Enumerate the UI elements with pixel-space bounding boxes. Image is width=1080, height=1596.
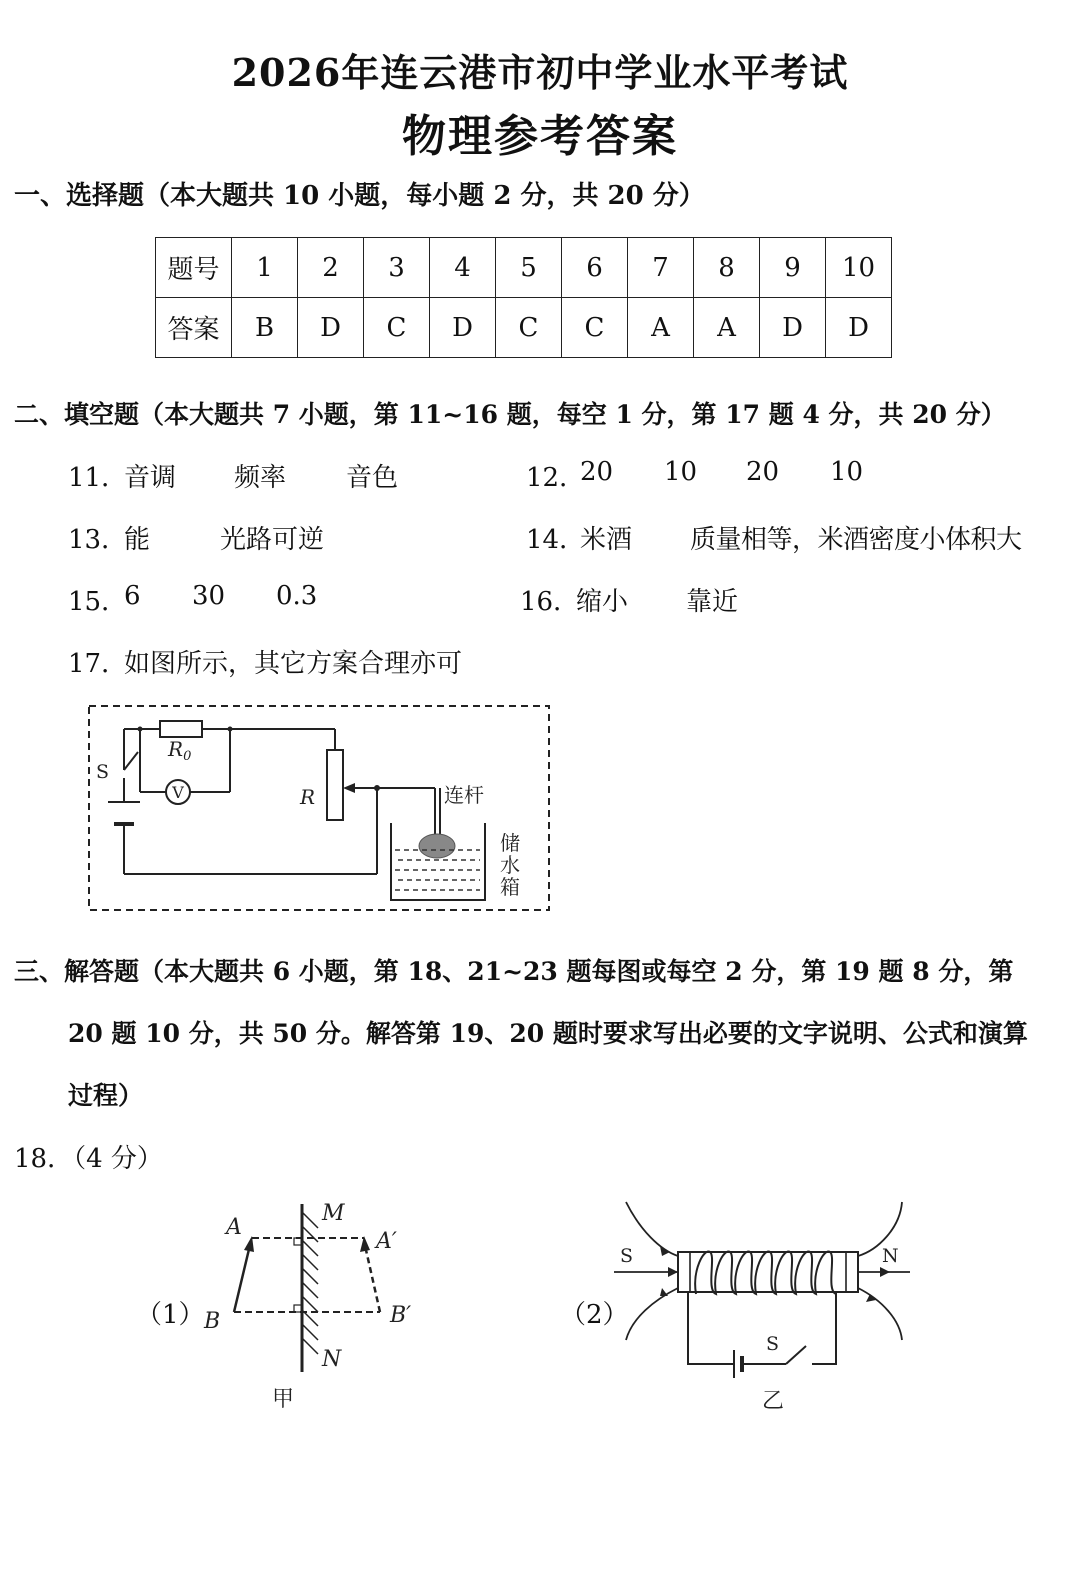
answer-line-13-14 (0, 519, 1080, 555)
question-number: 3 (364, 238, 430, 298)
answer-line-15-16 (0, 581, 1080, 617)
figure-caption-yi: 乙 (762, 1389, 785, 1414)
question-number: 8 (694, 238, 760, 298)
switch-label: S (96, 761, 110, 783)
answer-cell: A (628, 298, 694, 358)
answer-table (155, 237, 892, 358)
answer-cell: D (430, 298, 496, 358)
mirror-hatching (302, 1212, 318, 1354)
q15-number: 15． (68, 587, 128, 617)
answer-cell: D (760, 298, 826, 358)
question-number: 7 (628, 238, 694, 298)
float-ball (419, 834, 455, 858)
table-row (156, 238, 892, 298)
q14-answer: 质量相等，米酒密度小体积大 (690, 525, 1022, 555)
answer-line-17 (0, 643, 1080, 679)
answer-cell: A (694, 298, 760, 358)
r0-label: $R_0$ (168, 737, 192, 764)
page-title: 2026年连云港市初中学业水平考试 (231, 50, 849, 95)
q15-answer: 6 (124, 581, 141, 611)
point-a-prime-label: A′ (376, 1229, 397, 1254)
object-arrow (234, 1245, 250, 1312)
image-arrow (366, 1250, 380, 1312)
figure-caption-jia: 甲 (272, 1387, 295, 1412)
question-number: 4 (430, 238, 496, 298)
rheostat (327, 750, 343, 820)
question-number: 6 (562, 238, 628, 298)
q11-answer: 音色 (346, 463, 399, 493)
question-number: 9 (760, 238, 826, 298)
q16-answer: 缩小 (576, 587, 629, 617)
rod-label: 连杆 (444, 783, 484, 807)
answer-cell: C (496, 298, 562, 358)
table-answer-label: 答案 (156, 298, 232, 358)
point-b-label: B (204, 1309, 221, 1334)
rheostat-label: R (300, 785, 316, 809)
fig1-label: （1） (136, 1300, 205, 1330)
q15-answer: 30 (192, 581, 226, 611)
q16-number: 16． (520, 587, 580, 617)
tank-label: 箱 (500, 875, 520, 899)
question-number: 5 (496, 238, 562, 298)
question-number: 10 (826, 238, 892, 298)
q13-answer: 光路可逆 (220, 525, 325, 555)
switch-blade (786, 1346, 806, 1364)
q14-number: 14． (526, 525, 586, 555)
fig2-label: （2） (560, 1300, 629, 1330)
question-number: 2 (298, 238, 364, 298)
section3-heading-line1: 三、解答题（本大题共 6 小题，第 18、21~23 题每图或每空 2 分，第 19 题 8 分，第 (14, 957, 1014, 986)
switch-s-label: S (766, 1333, 780, 1355)
q16-answer: 靠近 (686, 587, 739, 617)
mirror-figure (190, 1190, 430, 1420)
q13-number: 13． (68, 525, 128, 555)
section1-heading: 一、选择题（本大题共 10 小题，每小题 2 分，共 20 分） (14, 181, 705, 211)
q12-answer: 10 (830, 457, 864, 487)
answer-cell: B (232, 298, 298, 358)
mirror-m-label: M (322, 1201, 345, 1226)
circuit-diagram (80, 700, 560, 920)
section3-heading-line3: 过程） (68, 1081, 144, 1110)
q12-number: 12． (526, 463, 586, 493)
table-row (156, 298, 892, 358)
answer-cell: D (826, 298, 892, 358)
point-a-label: A (226, 1215, 242, 1240)
mirror-n-label: N (322, 1347, 342, 1372)
answer-cell: C (562, 298, 628, 358)
q17-number: 17． (68, 649, 128, 679)
switch-blade (124, 752, 138, 770)
q11-number: 11． (68, 463, 128, 493)
q13-answer: 能 (124, 525, 151, 555)
q12-answer: 20 (746, 457, 780, 487)
table-header-label: 题号 (156, 238, 232, 298)
page-subtitle: 物理参考答案 (402, 111, 678, 162)
q14-answer: 米酒 (580, 525, 633, 555)
pole-s-label: S (620, 1245, 634, 1267)
q18-label: 18．（4 分） (14, 1144, 163, 1174)
q11-answer: 频率 (234, 463, 287, 493)
answer-cell: C (364, 298, 430, 358)
r0-resistor (160, 721, 202, 737)
q15-answer: 0.3 (276, 581, 318, 611)
slider-arrow (343, 783, 355, 793)
q17-text: 如图所示，其它方案合理亦可 (124, 649, 463, 679)
image-arrowhead (360, 1236, 370, 1252)
q11-answer: 音调 (124, 463, 177, 493)
question-number: 1 (232, 238, 298, 298)
answer-line-11-12 (0, 457, 1080, 493)
answer-cell: D (298, 298, 364, 358)
q12-answer: 10 (664, 457, 698, 487)
point-b-prime-label: B′ (390, 1303, 412, 1328)
section2-heading: 二、填空题（本大题共 7 小题，第 11~16 题，每空 1 分，第 17 题 4 分，共 20 分） (14, 400, 1006, 429)
voltmeter-label: V (172, 783, 184, 802)
tank-label: 水 (500, 853, 520, 877)
pole-n-label: N (882, 1245, 899, 1267)
solenoid-figure (610, 1190, 920, 1420)
q12-answer: 20 (580, 457, 614, 487)
tank-label: 储 (500, 831, 520, 855)
section3-heading-line2: 20 题 10 分，共 50 分。解答第 19、20 题时要求写出必要的文字说明、公式和演算 (68, 1019, 1028, 1048)
